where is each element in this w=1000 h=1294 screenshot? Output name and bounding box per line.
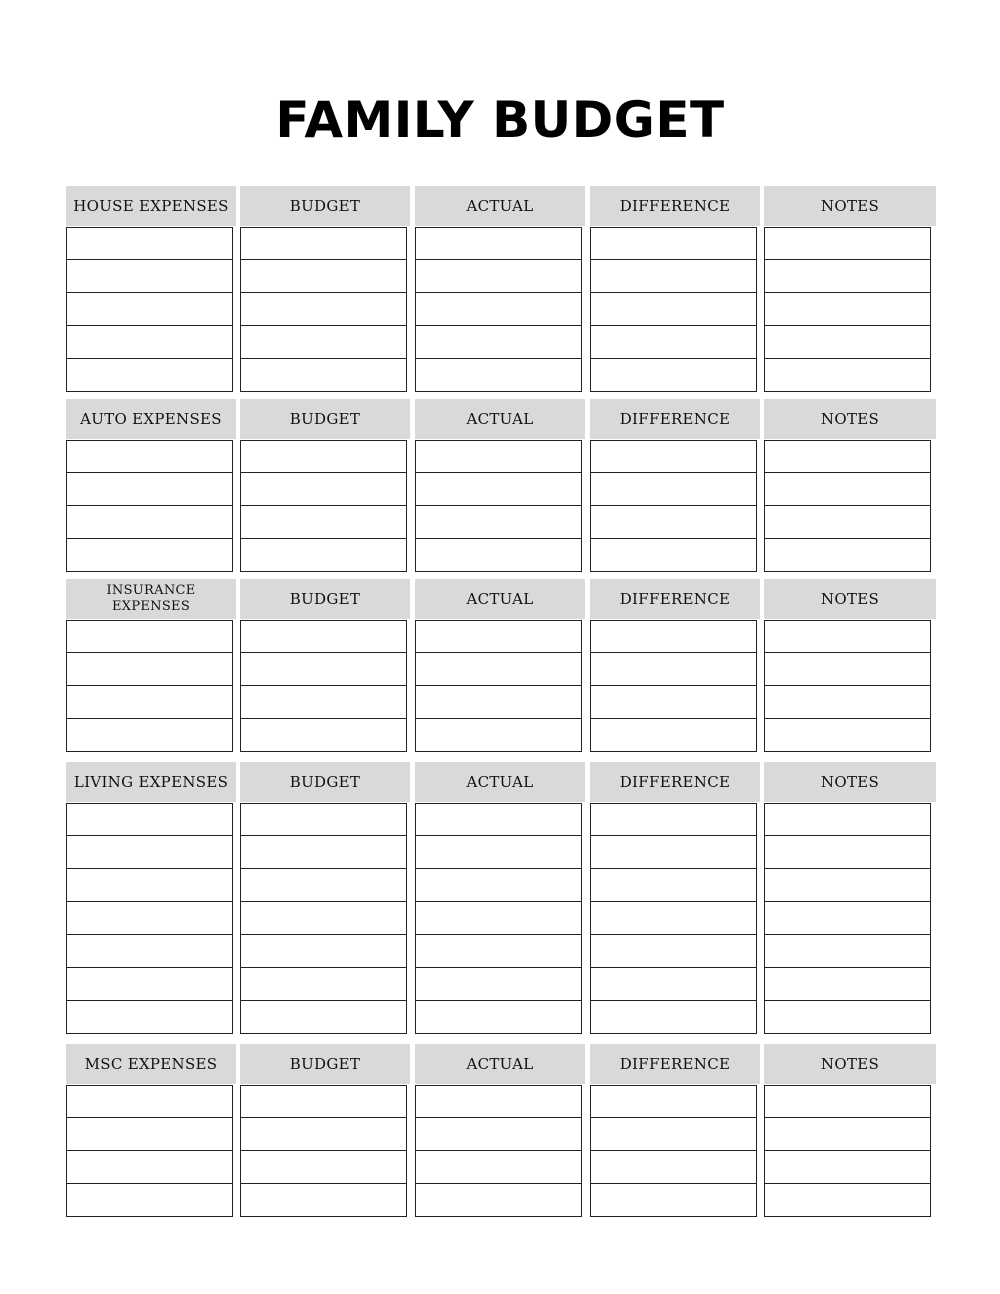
- entry-cell[interactable]: [764, 1001, 931, 1034]
- column-header-difference: DIFFERENCE: [590, 1044, 760, 1084]
- column-header-notes: NOTES: [764, 579, 936, 619]
- entry-cell[interactable]: [240, 836, 407, 869]
- entry-cell[interactable]: [415, 293, 582, 326]
- entry-cell[interactable]: [764, 935, 931, 968]
- entry-cell[interactable]: [764, 539, 931, 572]
- column-header-budget: BUDGET: [240, 579, 410, 619]
- entry-cell[interactable]: [240, 686, 407, 719]
- entry-cell[interactable]: [590, 686, 757, 719]
- entry-cell[interactable]: [590, 968, 757, 1001]
- entry-cell[interactable]: [66, 803, 233, 836]
- entry-cell[interactable]: [590, 1118, 757, 1151]
- section-label: AUTO EXPENSES: [66, 399, 236, 439]
- entry-cell[interactable]: [240, 539, 407, 572]
- section-msc-expenses: [66, 1044, 937, 1217]
- entry-cell[interactable]: [415, 1184, 582, 1217]
- entry-cell[interactable]: [764, 326, 931, 359]
- entry-cell[interactable]: [415, 473, 582, 506]
- section-label: MSC EXPENSES: [66, 1044, 236, 1084]
- column-header-difference: DIFFERENCE: [590, 399, 760, 439]
- entry-cell[interactable]: [415, 440, 582, 473]
- entry-cell[interactable]: [240, 1118, 407, 1151]
- entry-cell[interactable]: [764, 620, 931, 653]
- entry-cell[interactable]: [66, 473, 233, 506]
- entry-cell[interactable]: [590, 260, 757, 293]
- entry-cell[interactable]: [590, 1001, 757, 1034]
- entry-cell[interactable]: [590, 719, 757, 752]
- entry-cell[interactable]: [240, 293, 407, 326]
- entry-cell[interactable]: [66, 935, 233, 968]
- entry-cell[interactable]: [66, 620, 233, 653]
- entry-cell[interactable]: [764, 1085, 931, 1118]
- column-header-actual: ACTUAL: [415, 579, 585, 619]
- entry-cell[interactable]: [590, 473, 757, 506]
- entry-cell[interactable]: [240, 260, 407, 293]
- entry-cell[interactable]: [240, 902, 407, 935]
- entry-cell[interactable]: [415, 902, 582, 935]
- column-header-budget: BUDGET: [240, 399, 410, 439]
- entry-cell[interactable]: [590, 902, 757, 935]
- entry-cell[interactable]: [240, 968, 407, 1001]
- entry-cell[interactable]: [764, 1118, 931, 1151]
- entry-cell[interactable]: [66, 836, 233, 869]
- entry-cell[interactable]: [66, 869, 233, 902]
- entry-cell[interactable]: [66, 326, 233, 359]
- entry-cell[interactable]: [240, 935, 407, 968]
- entry-cell[interactable]: [764, 440, 931, 473]
- column-header-notes: NOTES: [764, 1044, 936, 1084]
- column-header-difference: DIFFERENCE: [590, 186, 760, 226]
- entry-cell[interactable]: [66, 719, 233, 752]
- entry-cell[interactable]: [590, 293, 757, 326]
- section-label: LIVING EXPENSES: [66, 762, 236, 802]
- column-header-notes: NOTES: [764, 399, 936, 439]
- entry-cell[interactable]: [66, 1001, 233, 1034]
- entry-cell[interactable]: [240, 1085, 407, 1118]
- entry-cell[interactable]: [240, 1001, 407, 1034]
- entry-cell[interactable]: [590, 935, 757, 968]
- entry-cell[interactable]: [590, 1151, 757, 1184]
- column-header-notes: NOTES: [764, 762, 936, 802]
- entry-cell[interactable]: [415, 227, 582, 260]
- column-header-difference: DIFFERENCE: [590, 579, 760, 619]
- entry-cell[interactable]: [415, 686, 582, 719]
- entry-cell[interactable]: [66, 686, 233, 719]
- entry-cell[interactable]: [590, 869, 757, 902]
- section-house-expenses: [66, 186, 937, 392]
- entry-cell[interactable]: [764, 653, 931, 686]
- entry-cell[interactable]: [66, 506, 233, 539]
- entry-cell[interactable]: [590, 653, 757, 686]
- column-header-budget: BUDGET: [240, 186, 410, 226]
- entry-cell[interactable]: [415, 803, 582, 836]
- entry-cell[interactable]: [66, 1085, 233, 1118]
- entry-cell[interactable]: [66, 227, 233, 260]
- entry-cell[interactable]: [415, 1085, 582, 1118]
- entry-cell[interactable]: [764, 686, 931, 719]
- entry-cell[interactable]: [240, 359, 407, 392]
- entry-cell[interactable]: [240, 653, 407, 686]
- column-header-actual: ACTUAL: [415, 399, 585, 439]
- entry-cell[interactable]: [240, 440, 407, 473]
- entry-cell[interactable]: [240, 473, 407, 506]
- column-header-budget: BUDGET: [240, 762, 410, 802]
- entry-cell[interactable]: [415, 1151, 582, 1184]
- entry-cell[interactable]: [590, 506, 757, 539]
- entry-cell[interactable]: [66, 653, 233, 686]
- entry-cell[interactable]: [764, 968, 931, 1001]
- entry-cell[interactable]: [764, 473, 931, 506]
- entry-cell[interactable]: [764, 227, 931, 260]
- entry-cell[interactable]: [66, 539, 233, 572]
- entry-cell[interactable]: [415, 539, 582, 572]
- entry-cell[interactable]: [66, 260, 233, 293]
- entry-cell[interactable]: [590, 836, 757, 869]
- column-header-actual: ACTUAL: [415, 762, 585, 802]
- section-auto-expenses: [66, 399, 937, 572]
- entry-cell[interactable]: [415, 506, 582, 539]
- entry-cell[interactable]: [764, 869, 931, 902]
- entry-cell[interactable]: [764, 1151, 931, 1184]
- entry-cell[interactable]: [240, 620, 407, 653]
- section-label-text: INSURANCE EXPENSES: [106, 583, 196, 614]
- entry-cell[interactable]: [590, 620, 757, 653]
- entry-cell[interactable]: [764, 836, 931, 869]
- column-header-notes: NOTES: [764, 186, 936, 226]
- entry-cell[interactable]: [66, 1118, 233, 1151]
- entry-cell[interactable]: [240, 227, 407, 260]
- entry-cell[interactable]: [415, 326, 582, 359]
- entry-cell[interactable]: [66, 902, 233, 935]
- entry-cell[interactable]: [415, 1001, 582, 1034]
- column-header-actual: ACTUAL: [415, 1044, 585, 1084]
- entry-cell[interactable]: [590, 326, 757, 359]
- entry-cell[interactable]: [66, 1151, 233, 1184]
- entry-cell[interactable]: [590, 1184, 757, 1217]
- entry-cell[interactable]: [764, 260, 931, 293]
- column-header-difference: DIFFERENCE: [590, 762, 760, 802]
- entry-cell[interactable]: [590, 359, 757, 392]
- entry-cell[interactable]: [66, 293, 233, 326]
- entry-cell[interactable]: [415, 968, 582, 1001]
- entry-cell[interactable]: [415, 869, 582, 902]
- entry-cell[interactable]: [415, 359, 582, 392]
- entry-cell[interactable]: [415, 935, 582, 968]
- entry-cell[interactable]: [764, 506, 931, 539]
- entry-cell[interactable]: [66, 440, 233, 473]
- column-header-budget: BUDGET: [240, 1044, 410, 1084]
- section-label: HOUSE EXPENSES: [66, 186, 236, 226]
- entry-cell[interactable]: [415, 620, 582, 653]
- entry-cell[interactable]: [590, 440, 757, 473]
- entry-cell[interactable]: [764, 719, 931, 752]
- entry-cell[interactable]: [66, 359, 233, 392]
- entry-cell[interactable]: [764, 1184, 931, 1217]
- entry-cell[interactable]: [415, 836, 582, 869]
- entry-cell[interactable]: [590, 1085, 757, 1118]
- entry-cell[interactable]: [764, 359, 931, 392]
- entry-cell[interactable]: [66, 968, 233, 1001]
- entry-cell[interactable]: [764, 902, 931, 935]
- entry-cell[interactable]: [240, 506, 407, 539]
- entry-cell[interactable]: [590, 227, 757, 260]
- entry-cell[interactable]: [415, 653, 582, 686]
- entry-cell[interactable]: [240, 1184, 407, 1217]
- entry-cell[interactable]: [240, 869, 407, 902]
- section-living-expenses: [66, 762, 937, 1034]
- section-insurance-expenses: [66, 579, 937, 752]
- entry-cell[interactable]: [590, 803, 757, 836]
- page-title: FAMILY BUDGET: [275, 91, 725, 149]
- entry-cell[interactable]: [764, 803, 931, 836]
- entry-cell[interactable]: [415, 1118, 582, 1151]
- entry-cell[interactable]: [240, 1151, 407, 1184]
- entry-cell[interactable]: [66, 1184, 233, 1217]
- entry-cell[interactable]: [764, 293, 931, 326]
- section-label: [66, 579, 236, 619]
- column-header-actual: ACTUAL: [415, 186, 585, 226]
- entry-cell[interactable]: [240, 719, 407, 752]
- entry-cell[interactable]: [240, 803, 407, 836]
- entry-cell[interactable]: [415, 260, 582, 293]
- entry-cell[interactable]: [240, 326, 407, 359]
- entry-cell[interactable]: [415, 719, 582, 752]
- entry-cell[interactable]: [590, 539, 757, 572]
